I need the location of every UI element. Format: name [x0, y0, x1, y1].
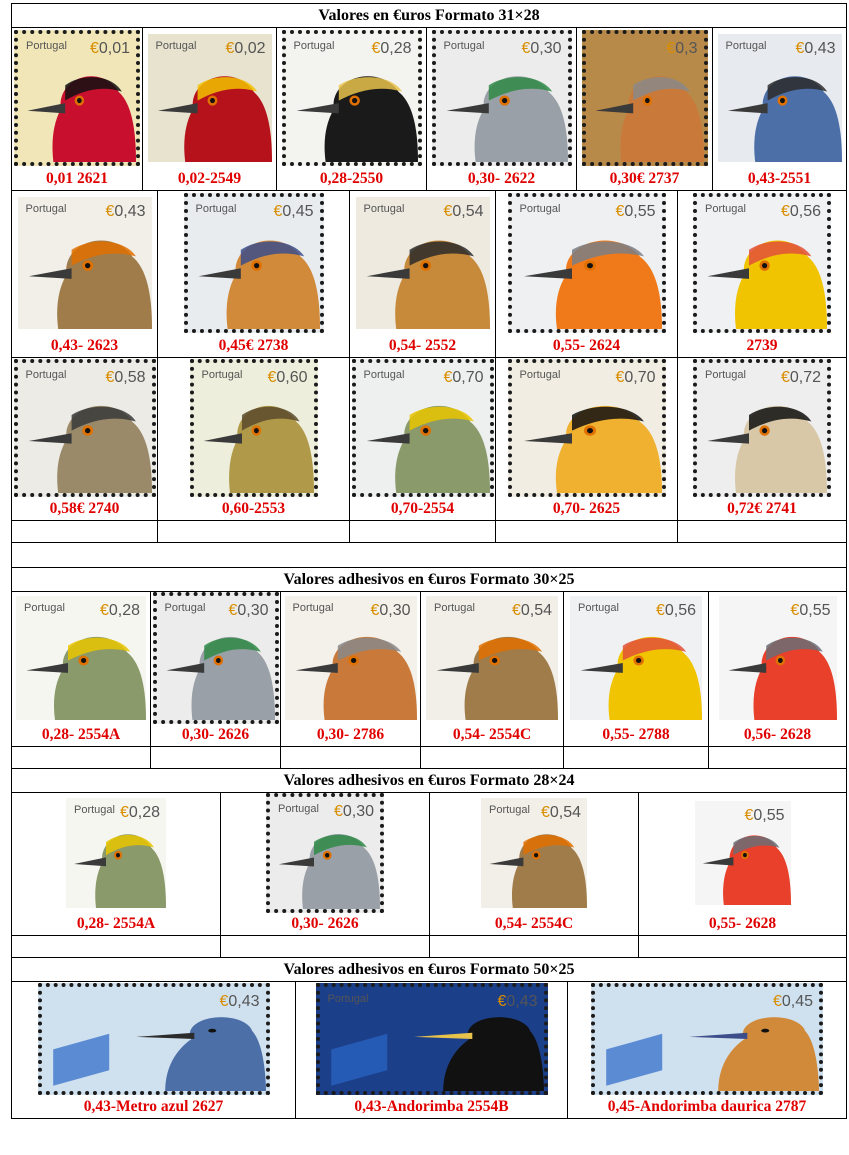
stripe-logo-shape [53, 1034, 109, 1086]
section-1-table [11, 3, 847, 191]
stamp-country-label: Portugal [434, 602, 475, 614]
stamp-caption: 0,30- 2626 [221, 913, 430, 936]
bird-head-shape [189, 1017, 252, 1050]
stamp-country-label: Portugal [705, 203, 746, 215]
stamp-face-value: €0,56 [655, 602, 696, 619]
bird-beak-shape [707, 433, 749, 443]
stamp[interactable] [582, 30, 708, 166]
bird-eye-shape [351, 658, 356, 663]
bird-beak-shape [446, 103, 488, 113]
euro-symbol-icon: € [780, 369, 790, 386]
stamp-row [12, 982, 847, 1097]
euro-symbol-icon: € [267, 369, 277, 386]
stamp-face-value: €0,55 [744, 807, 785, 824]
stamp-country-label: Portugal [201, 369, 243, 381]
bird-beak-shape [28, 433, 71, 443]
stamp-caption: 0,70-2554 [350, 498, 496, 521]
stamp[interactable] [282, 30, 422, 166]
stamp-caption: 0,28-2550 [277, 168, 427, 191]
section-title: Valores adhesivos en €uros Formato 30×25 [12, 568, 847, 592]
stamp-face-value: €0,28 [371, 40, 412, 57]
section-title: Valores adhesivos en €uros Formato 28×24 [12, 769, 847, 793]
stamp-face-value: €0,55 [790, 602, 831, 619]
euro-symbol-icon: € [780, 203, 790, 220]
stamp-catalog-sheet [11, 3, 846, 1119]
stamp-caption: 0,01 2621 [12, 168, 143, 191]
bird-eye-shape [85, 263, 90, 268]
stamp[interactable] [14, 359, 156, 497]
euro-symbol-icon: € [795, 40, 805, 57]
stamp[interactable] [316, 983, 548, 1095]
bird-eye-shape [780, 98, 785, 103]
stamp-caption: 0,58€ 2740 [12, 498, 158, 521]
bird-beak-shape [489, 857, 523, 866]
bird-beak-shape [295, 663, 337, 673]
stamp-face-value: €0,58 [105, 369, 146, 386]
bird-eye-shape [636, 658, 641, 663]
stamp-caption: 2739 [678, 335, 847, 358]
bird-head-shape [743, 1017, 806, 1050]
stamp-row [12, 358, 847, 499]
stamp-face-value: €0,28 [119, 804, 160, 821]
stamp-row [12, 793, 847, 914]
bird-beak-shape [366, 433, 409, 443]
stamp-caption: 0,55- 2788 [564, 724, 709, 747]
stamp-country-label: Portugal [155, 40, 197, 52]
bird-eye-shape [254, 428, 259, 433]
stamp-face-value: €0,30 [521, 40, 562, 57]
stamp-caption: 0,43-Andorimba 2554B [296, 1096, 568, 1119]
bird-beak-shape [157, 103, 197, 113]
stamp-face-value: €0,3 [666, 40, 698, 57]
stamp-face-value: €0,02 [225, 40, 266, 57]
bird-beak-shape [28, 268, 71, 279]
euro-symbol-icon: € [443, 203, 453, 220]
stamp-caption: 0,28- 2554A [12, 913, 221, 936]
stamp-face-value: €0,01 [89, 40, 130, 57]
stamp-face-value: €0,55 [615, 203, 656, 220]
stamp[interactable] [718, 34, 842, 162]
stamp-country-label: Portugal [327, 993, 369, 1005]
stamp-caption: 0,30€ 2737 [577, 168, 713, 191]
stamp[interactable] [426, 596, 558, 720]
stamp[interactable] [190, 359, 318, 497]
stamp-caption: 0,43-Metro azul 2627 [12, 1096, 296, 1119]
stamp-country-label: Portugal [74, 804, 115, 816]
bird-eye-shape [761, 1029, 769, 1033]
bird-eye-shape [77, 98, 82, 103]
stamp-face-value: €0,72 [780, 369, 821, 386]
bird-eye-shape [210, 98, 215, 103]
stamp-caption: 0,30- 2626 [151, 724, 281, 747]
bird-eye-shape [254, 263, 259, 268]
stamp-face-value: €0,60 [267, 369, 308, 386]
euro-symbol-icon: € [540, 804, 550, 821]
stamp-face-value: €0,43 [497, 993, 538, 1010]
stamp[interactable] [693, 359, 831, 497]
euro-symbol-icon: € [511, 602, 521, 619]
euro-symbol-icon: € [273, 203, 283, 220]
stamp-country-label: Portugal [489, 804, 530, 816]
stamp[interactable] [14, 30, 140, 166]
euro-symbol-icon: € [655, 602, 665, 619]
bird-beak-shape [27, 103, 65, 113]
stamp-country-label: Portugal [26, 40, 67, 52]
bird-beak-shape [437, 663, 479, 673]
euro-symbol-icon: € [333, 803, 343, 820]
stamp[interactable] [352, 359, 494, 497]
stamp-country-label: Portugal [278, 803, 319, 815]
bird-beak-shape [702, 857, 733, 865]
stamp[interactable] [719, 596, 837, 720]
bird-head-shape [467, 1017, 530, 1050]
stamp-face-value: €0,56 [780, 203, 821, 220]
stamp-caption: 0,70- 2625 [496, 498, 678, 521]
stamp[interactable] [693, 193, 831, 333]
stamp-caption: 0,60-2553 [158, 498, 350, 521]
stamp[interactable] [38, 983, 270, 1095]
stamp-country-label: Portugal [725, 40, 767, 52]
stamp-face-value: €0,43 [105, 203, 146, 220]
stamp-caption: 0,72€ 2741 [678, 498, 847, 521]
stamp-caption: 0,30- 2786 [281, 724, 421, 747]
stamp-caption: 0,30- 2622 [427, 168, 577, 191]
stamp[interactable] [591, 983, 823, 1095]
stamp-face-value: €0,54 [540, 804, 581, 821]
stamp-face-value: €0,43 [795, 40, 836, 57]
euro-symbol-icon: € [105, 203, 115, 220]
euro-symbol-icon: € [615, 203, 625, 220]
euro-symbol-icon: € [370, 602, 380, 619]
stamp-country-label: Portugal [519, 369, 561, 381]
bird-eye-shape [743, 853, 747, 857]
stamp-caption: 0,43- 2623 [12, 335, 158, 358]
stamp-country-label: Portugal [293, 40, 335, 52]
stamp-country-label: Portugal [705, 369, 746, 381]
stamp-caption: 0,55- 2624 [496, 335, 678, 358]
stamp-country-label: Portugal [363, 369, 405, 381]
stamp-country-label: Portugal [164, 602, 206, 614]
bird-eye-shape [423, 263, 428, 268]
bird-beak-shape [581, 663, 623, 673]
euro-symbol-icon: € [615, 369, 625, 386]
stamp-caption: 0,45€ 2738 [158, 335, 350, 358]
euro-symbol-icon: € [371, 40, 381, 57]
euro-symbol-icon: € [790, 602, 800, 619]
stamp-face-value: €0,54 [511, 602, 552, 619]
stamp-face-value: €0,54 [443, 203, 484, 220]
euro-symbol-icon: € [497, 993, 507, 1010]
bird-eye-shape [587, 428, 593, 433]
stamp[interactable] [481, 798, 587, 908]
stamp[interactable] [66, 798, 166, 908]
bird-eye-shape [85, 428, 90, 433]
bird-beak-shape [524, 268, 572, 279]
stamp[interactable] [570, 596, 702, 720]
stamp[interactable] [508, 193, 666, 333]
bird-beak-shape [296, 103, 338, 113]
stripe-logo-shape [606, 1034, 662, 1086]
stamp[interactable] [695, 801, 791, 905]
bird-beak-shape [595, 103, 633, 113]
stripe-logo-shape [331, 1034, 387, 1086]
stamp-face-value: €0,30 [228, 602, 269, 619]
stamp[interactable] [285, 596, 417, 720]
stamp[interactable] [153, 592, 279, 724]
stamp-row [12, 592, 847, 725]
bird-eye-shape [116, 853, 120, 857]
section-title: Valores adhesivos en €uros Formato 50×25 [12, 958, 847, 982]
stamp[interactable] [266, 793, 384, 913]
bird-beak-shape [727, 103, 767, 113]
bird-beak-shape [279, 857, 314, 866]
bird-beak-shape [414, 1033, 472, 1039]
stamp-country-label: Portugal [25, 369, 67, 381]
bird-beak-shape [136, 1033, 194, 1039]
stamp-caption: 0,02-2549 [143, 168, 277, 191]
stamp[interactable] [184, 193, 324, 333]
stamp-country-label: Portugal [578, 602, 619, 614]
bird-eye-shape [216, 658, 221, 663]
euro-symbol-icon: € [744, 807, 754, 824]
stamp-country-label: Portugal [363, 203, 405, 215]
euro-symbol-icon: € [772, 993, 782, 1010]
stamp-country-label: Portugal [24, 602, 65, 614]
stamp-country-label: Portugal [195, 203, 237, 215]
stamp[interactable] [18, 197, 152, 329]
stamp-caption: 0,28- 2554A [12, 724, 151, 747]
bird-eye-shape [762, 263, 767, 268]
bird-beak-shape [524, 433, 572, 443]
stamp-face-value: €0,30 [370, 602, 411, 619]
euro-symbol-icon: € [228, 602, 238, 619]
bird-beak-shape [728, 663, 766, 673]
stamp-country-label: Portugal [292, 602, 334, 614]
stamp-caption: 0,43-2551 [713, 168, 847, 191]
section-4-table [11, 957, 847, 1119]
stamp[interactable] [432, 30, 572, 166]
euro-symbol-icon: € [443, 369, 453, 386]
bird-beak-shape [198, 268, 240, 279]
bird-eye-shape [778, 658, 783, 663]
bird-eye-shape [325, 853, 329, 857]
stamp-face-value: €0,45 [772, 993, 814, 1010]
stamp-caption: 0,55- 2628 [639, 913, 847, 936]
euro-symbol-icon: € [89, 40, 99, 57]
section-3-table [11, 768, 847, 958]
stamp-caption: 0,54- 2554C [430, 913, 639, 936]
stamp-caption: 0,45-Andorimba daurica 2787 [568, 1096, 847, 1119]
bird-eye-shape [645, 98, 650, 103]
bird-beak-shape [203, 433, 241, 443]
stamp-face-value: €0,45 [273, 203, 314, 220]
stamp-face-value: €0,30 [333, 803, 374, 820]
bird-beak-shape [366, 268, 409, 279]
bird-eye-shape [208, 1029, 216, 1033]
stamp[interactable] [16, 596, 146, 720]
section-1-table-row2 [11, 190, 847, 568]
section-2-table [11, 567, 847, 769]
stamp-face-value: €0,43 [219, 993, 260, 1010]
euro-symbol-icon: € [99, 602, 109, 619]
stamp-face-value: €0,28 [99, 602, 140, 619]
bird-eye-shape [492, 658, 497, 663]
stamp-row [12, 28, 847, 169]
bird-beak-shape [26, 663, 68, 673]
stamp[interactable] [356, 197, 490, 329]
stamp-country-label: Portugal [25, 203, 67, 215]
bird-beak-shape [707, 268, 749, 279]
stamp-face-value: €0,70 [615, 369, 656, 386]
stamp-country-label: Portugal [443, 40, 485, 52]
stamp-caption: 0,54- 2552 [350, 335, 496, 358]
stamp-country-label: Portugal [519, 203, 561, 215]
bird-eye-shape [81, 658, 86, 663]
bird-beak-shape [689, 1033, 747, 1039]
euro-symbol-icon: € [521, 40, 531, 57]
euro-symbol-icon: € [219, 993, 229, 1010]
bird-eye-shape [352, 98, 357, 103]
stamp-caption: 0,54- 2554C [421, 724, 564, 747]
stamp-caption: 0,56- 2628 [709, 724, 847, 747]
stamp-row [12, 191, 847, 336]
euro-symbol-icon: € [105, 369, 115, 386]
euro-symbol-icon: € [666, 40, 676, 57]
euro-symbol-icon: € [119, 804, 129, 821]
section-title: Valores en €uros Formato 31×28 [12, 4, 847, 28]
bird-eye-shape [502, 98, 507, 103]
stamp[interactable] [148, 34, 272, 162]
euro-symbol-icon: € [225, 40, 235, 57]
stamp-face-value: €0,70 [443, 369, 484, 386]
bird-eye-shape [534, 853, 538, 857]
stamp[interactable] [508, 359, 666, 497]
bird-eye-shape [587, 263, 593, 268]
bird-beak-shape [166, 663, 204, 673]
bird-eye-shape [486, 1029, 494, 1033]
bird-eye-shape [762, 428, 767, 433]
bird-eye-shape [423, 428, 428, 433]
bird-beak-shape [74, 857, 106, 866]
